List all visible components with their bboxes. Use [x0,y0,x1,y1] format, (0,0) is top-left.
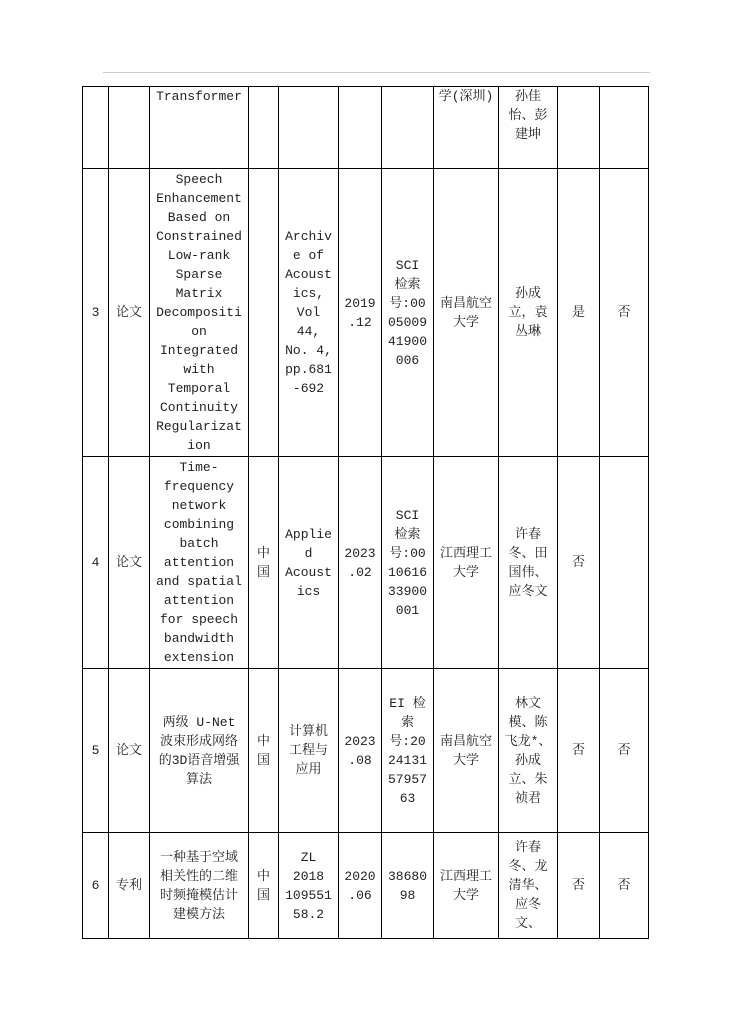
cell-institution: 南昌航空大学 [434,169,499,457]
cell-flag2 [600,457,649,669]
cell-authors: 孙成立，袁丛琳 [499,169,558,457]
cell-country: 中国 [249,669,279,833]
cell-flag1: 否 [558,669,600,833]
cell-date: 2019.12 [339,169,382,457]
cell-flag2: 否 [600,169,649,457]
cell-flag1: 是 [558,169,600,457]
cell-venue: ZL 2018 109551 58.2 [279,833,339,939]
cell-authors: 孙佳怡、彭建坤 [499,87,558,169]
table-row-continuation [83,87,649,169]
cell-type: 论文 [109,669,150,833]
cell-index-no: 3868098 [382,833,434,939]
cell-flag2 [600,87,649,169]
cell-flag2: 否 [600,833,649,939]
cell-index-no: SCI 检索号:000500941900006 [382,169,434,457]
cell-title: Speech Enhancement Based on Constrained Low-rank Sparse Matrix Decomposition Integrated with Temporal Continuity Regularization [150,169,249,457]
cell-country [249,169,279,457]
page-crease-line [103,72,650,73]
cell-institution: 南昌航空大学 [434,669,499,833]
cell-authors: 许春冬、龙清华、应冬文、 [499,833,558,939]
cell-title: Transformer [150,87,249,169]
cell-title: Time-frequency network combining batch attention and spatial attention for speech bandwidth extension [150,457,249,669]
cell-type: 论文 [109,169,150,457]
cell-seq: 4 [83,457,109,669]
cell-institution: 江西理工大学 [434,457,499,669]
cell-date: 2020.06 [339,833,382,939]
cell-index-no: EI 检索号:20241315795763 [382,669,434,833]
cell-country [249,87,279,169]
cell-type: 论文 [109,457,150,669]
cell-seq: 3 [83,169,109,457]
publications-table [82,86,649,939]
cell-index-no [382,87,434,169]
cell-country: 中国 [249,457,279,669]
cell-title: 两级 U-Net 波束形成网络的3D语音增强算法 [150,669,249,833]
cell-type: 专利 [109,833,150,939]
cell-seq: 5 [83,669,109,833]
cell-date: 2023.02 [339,457,382,669]
cell-venue: 计算机工程与应用 [279,669,339,833]
table-row [83,833,649,939]
cell-institution: 江西理工大学 [434,833,499,939]
table-row [83,669,649,833]
cell-index-no: SCI 检索号:001061633900001 [382,457,434,669]
cell-type [109,87,150,169]
cell-seq [83,87,109,169]
table-row [83,169,649,457]
cell-flag1 [558,87,600,169]
cell-seq: 6 [83,833,109,939]
cell-venue: Applied Acoustics [279,457,339,669]
cell-date [339,87,382,169]
cell-flag1: 否 [558,457,600,669]
cell-title: 一种基于空域相关性的二维时频掩模估计 建模方法 [150,833,249,939]
cell-authors: 许春冬、田国伟、应冬文 [499,457,558,669]
cell-flag2: 否 [600,669,649,833]
table-row [83,457,649,669]
cell-institution: 学(深圳) [434,87,499,169]
cell-authors: 林文模、陈飞龙*、孙成立、朱祯君 [499,669,558,833]
cell-venue [279,87,339,169]
cell-date: 2023.08 [339,669,382,833]
cell-venue: Archive of Acoustics, Vol 44, No. 4, pp.681-692 [279,169,339,457]
cell-country: 中国 [249,833,279,939]
cell-flag1: 否 [558,833,600,939]
